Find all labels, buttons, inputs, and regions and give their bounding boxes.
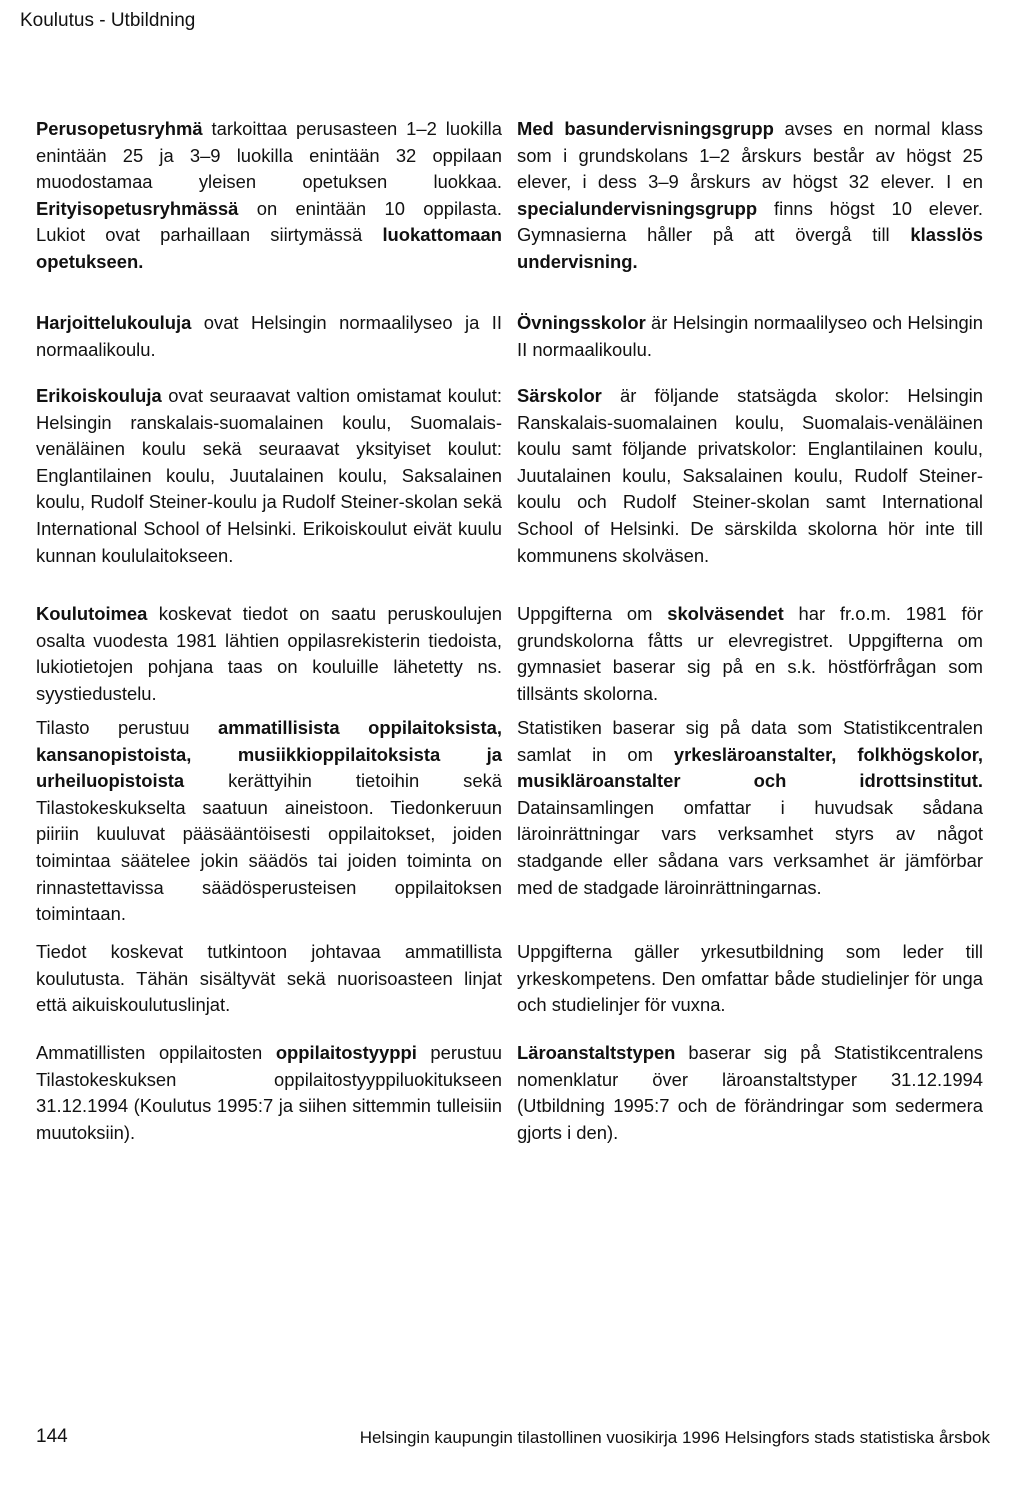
publication-title: Helsingin kaupungin tilastollinen vuosikirja 1996 Helsingfors stads statistiska årsbok [359, 1428, 990, 1447]
paragraph-yrkesutbildning: Uppgifterna gäller yrkesutbildning som leder till yrkeskompetens. Den omfattar både studielinjer för unga och studielinjer för vuxna. [517, 941, 983, 1016]
paragraph-laroanstaltstypen: Läroanstaltstypen baserar sig på Statistikcentralens nomenklatur över läroanstaltstyper 31.12.1994 (Utbildning 1995:7 och de förändringar som sedermera gjorts i den). [517, 1042, 983, 1143]
paragraph-oppilaitostyyppi: Ammatillisten oppilaitosten oppilaitostyyppi perustuu Tilastokeskuksen oppilaitostyyppiluokitukseen 31.12.1994 (Koulutus 1995:7 ja siihen sittemmin tulleisiin muutoksiin). [36, 1042, 502, 1143]
page-number: 144 [36, 1426, 68, 1447]
paragraph-perusopetusryhma: Perusopetusryhmä tarkoittaa perusasteen 1–2 luokilla enintään 25 ja 3–9 luokilla enintään 32 oppilaan muodostamaa yleisen opetuksen luokkaa. Erityisopetusryhmässä on enintään 10 oppilasta. Lukiot ovat parhaillaan siirtymässä luokattomaan opetukseen. [36, 118, 502, 272]
paragraph-ovningsskolor: Övningsskolor är Helsingin normaalilyseo och Helsingin II normaalikoulu. [517, 312, 983, 360]
paragraph-erikoiskouluja: Erikoiskouluja ovat seuraavat valtion omistamat koulut: Helsingin ranskalais-suomalainen koulu, Suomalais-venäläinen koulu sekä seuraavat yksityiset koulut: Englantilainen koulu, Juutalainen koulu, Saksalainen koulu, Rudolf Steiner-koulu ja Rudolf Steiner-skolan sekä International School of Helsinki. Erikoiskoulut eivät kuulu kunnan koululaitokseen. [36, 385, 502, 566]
paragraph-harjoittelukouluja: Harjoittelukouluja ovat Helsingin normaalilyseo ja II normaalikoulu. [36, 312, 502, 360]
paragraph-tiedot: Tiedot koskevat tutkintoon johtavaa ammatillista koulutusta. Tähän sisältyvät sekä nuorisoasteen linjat että aikuiskoulutuslinjat. [36, 941, 502, 1016]
paragraph-koulutoimea: Koulutoimea koskevat tiedot on saatu peruskoulujen osalta vuodesta 1981 lähtien oppilasrekisterin tiedoista, lukiotietojen pohjana taas on kouluille lähetetty ns. syystiedustelu. [36, 603, 502, 704]
running-header: Koulutus - Utbildning [20, 10, 196, 31]
paragraph-statistiken: Statistiken baserar sig på data som Statistikcentralen samlat in om yrkesläroanstalter, folkhögskolor, musikläroanstalter och idrottsinstitut. Datainsamlingen omfattar i huvudsak sådana läroinrättningar vars verksamhet styrs av något stadgande eller sådana vars verksamhet är jämförbar med de stadgade läroinrättningarnas. [517, 717, 984, 898]
paragraph-tilasto: Tilasto perustuu ammatillisista oppilaitoksista, kansanopistoista, musiikkioppilaitoksista ja urheiluopistoista kerättyihin tietoihin sekä Tilastokeskukselta saatuun aineistoon. Tiedonkeruun piiriin kuuluvat pääsääntöisesti oppilaitokset, joiden toimintaa säätelee jokin säädös tai joiden toiminta on rinnastettavissa säädösperusteisen oppilaitoksen toimintaan. [36, 717, 503, 925]
paragraph-basundervisningsgrupp: Med basundervisningsgrupp avses en normal klass som i grundskolans 1–2 årskurs består av högst 25 elever, i dess 3–9 årskurs av högst 32 elever. I en specialundervisningsgrupp finns högst 10 elever. Gymnasierna håller på att övergå till klasslös undervisning. [517, 118, 983, 272]
paragraph-skolvasendet: Uppgifterna om skolväsendet har fr.o.m. 1981 för grundskolorna fåtts ur elevregistret. Uppgifterna om gymnasiet baserar sig på en s.k. höstförfrågan som tillsänts skolorna. [517, 603, 983, 704]
paragraph-sarskolor: Särskolor är följande statsägda skolor: Helsingin Ranskalais-suomalainen koulu, Suomalais-venäläinen koulu samt följande privatskolor: Englantilainen koulu, Juutalainen koulu, Saksalainen koulu, Rudolf Steiner-koulu och Rudolf Steiner-skolan samt International School of Helsinki. De särskilda skolorna hör inte till kommunens skolväsen. [517, 385, 983, 566]
